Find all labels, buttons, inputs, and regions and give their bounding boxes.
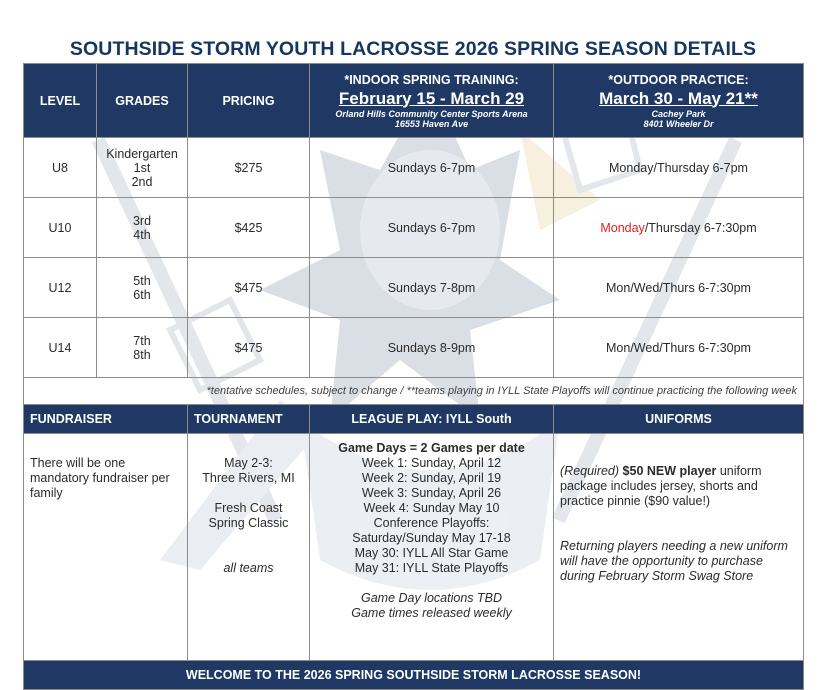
league-cell [310,434,554,661]
outdoor-cell: Mon/Wed/Thurs 6-7:30pm [554,258,804,318]
price-cell: $475 [188,258,310,318]
indoor-label: *INDOOR SPRING TRAINING: [344,72,519,87]
league-week: Week 4: Sunday May 10 [363,501,500,515]
uniform-details: uniform package includes jersey, shorts and practice pinnie ($90 value!) [560,464,762,508]
league-header: LEAGUE PLAY: IYLL South [310,405,554,434]
outdoor-address: 8401 Wheeler Dr [643,118,714,129]
grade: 7th [133,333,151,348]
table-row [24,198,804,258]
outdoor-dates: March 30 - May 21** [599,88,758,108]
price-cell: $275 [188,138,310,198]
indoor-cell: Sundays 6-7pm [310,138,554,198]
outdoor-highlight: Monday [600,220,645,235]
outdoor-venue: Cachey Park [651,108,706,119]
pricing-header: PRICING [188,64,310,138]
tournament-line: all teams [223,561,274,575]
outdoor-cell [554,138,804,198]
uniform-new [560,464,797,509]
uniforms-header: UNIFORMS [554,405,804,434]
price-cell: $425 [188,198,310,258]
uniforms-cell [554,434,804,661]
grades-header: GRADES [97,64,188,138]
league-week: May 31: IYLL State Playoffs [354,561,509,575]
season-table [23,63,804,690]
level-cell: U8 [24,138,97,198]
fundraiser-header: FUNDRAISER [24,405,188,434]
outdoor-text: Monday/Thursday 6-7pm [609,160,748,175]
fundraiser-text: There will be one mandatory fundraiser per family [24,434,188,661]
level-header: LEVEL [24,64,97,138]
grade: 4th [133,227,151,242]
uniform-required: (Required) [560,464,620,478]
grade: 8th [133,347,151,362]
tournament-header: TOURNAMENT [188,405,310,434]
grades-cell [97,138,188,198]
header-row [24,64,804,138]
grades-cell [97,258,188,318]
tournament-line: Fresh Coast [214,501,283,515]
grade: Kindergarten [106,146,178,161]
welcome-banner: WELCOME TO THE 2026 SPRING SOUTHSIDE STORM LACROSSE SEASON! [24,661,804,690]
indoor-address: 16553 Haven Ave [394,118,469,129]
indoor-dates: February 15 - March 29 [338,88,525,108]
footer-row [24,661,804,690]
tournament-line: Spring Classic [208,516,289,530]
league-week: Week 2: Sunday, April 19 [361,471,502,485]
note-row [24,378,804,405]
outdoor-cell: Mon/Wed/Thurs 6-7:30pm [554,318,804,378]
level-cell: U10 [24,198,97,258]
league-note: Game Day locations TBD [360,591,503,605]
table-row [24,138,804,198]
schedule-note: *tentative schedules, subject to change / **teams playing in IYLL State Playoffs will continue practicing the following week [24,378,804,405]
indoor-header [310,64,554,138]
uniform-price: $50 NEW player [622,464,717,478]
grade: 6th [133,287,151,302]
league-week: May 30: IYLL All Star Game [354,546,509,560]
price-cell: $475 [188,318,310,378]
indoor-cell: Sundays 6-7pm [310,198,554,258]
indoor-cell: Sundays 7-8pm [310,258,554,318]
page-title: SOUTHSIDE STORM YOUTH LACROSSE 2026 SPRING SEASON DETAILS [69,38,757,60]
grades-cell [97,198,188,258]
tournament-line: May 2-3: [224,456,273,470]
league-note: Game times released weekly [351,606,512,620]
section-header-row [24,405,804,434]
outdoor-cell [554,198,804,258]
league-heading: Game Days = 2 Games per date [338,441,525,455]
outdoor-header [554,64,804,138]
indoor-cell: Sundays 8-9pm [310,318,554,378]
grades-cell [97,318,188,378]
details-row [24,434,804,661]
table-row [24,318,804,378]
table-row [24,258,804,318]
league-week: Week 3: Sunday, April 26 [361,486,502,500]
level-cell: U12 [24,258,97,318]
indoor-venue: Orland Hills Community Center Sports Arena [335,108,528,119]
outdoor-text: /Thursday 6-7:30pm [644,220,757,235]
league-week: Week 1: Sunday, April 12 [361,456,502,470]
outdoor-label: *OUTDOOR PRACTICE: [608,72,749,87]
league-week: Conference Playoffs: Saturday/Sunday May 17-18 [352,516,511,545]
tournament-line: Three Rivers, MI [202,471,295,485]
uniform-returning: Returning players needing a new uniform will have the opportunity to purchase during February Storm Swag Store [560,539,788,583]
level-cell: U14 [24,318,97,378]
grade: 3rd [132,213,152,228]
grade: 1st [133,160,151,175]
grade: 5th [133,273,151,288]
grade: 2nd [131,174,153,189]
tournament-cell [188,434,310,661]
